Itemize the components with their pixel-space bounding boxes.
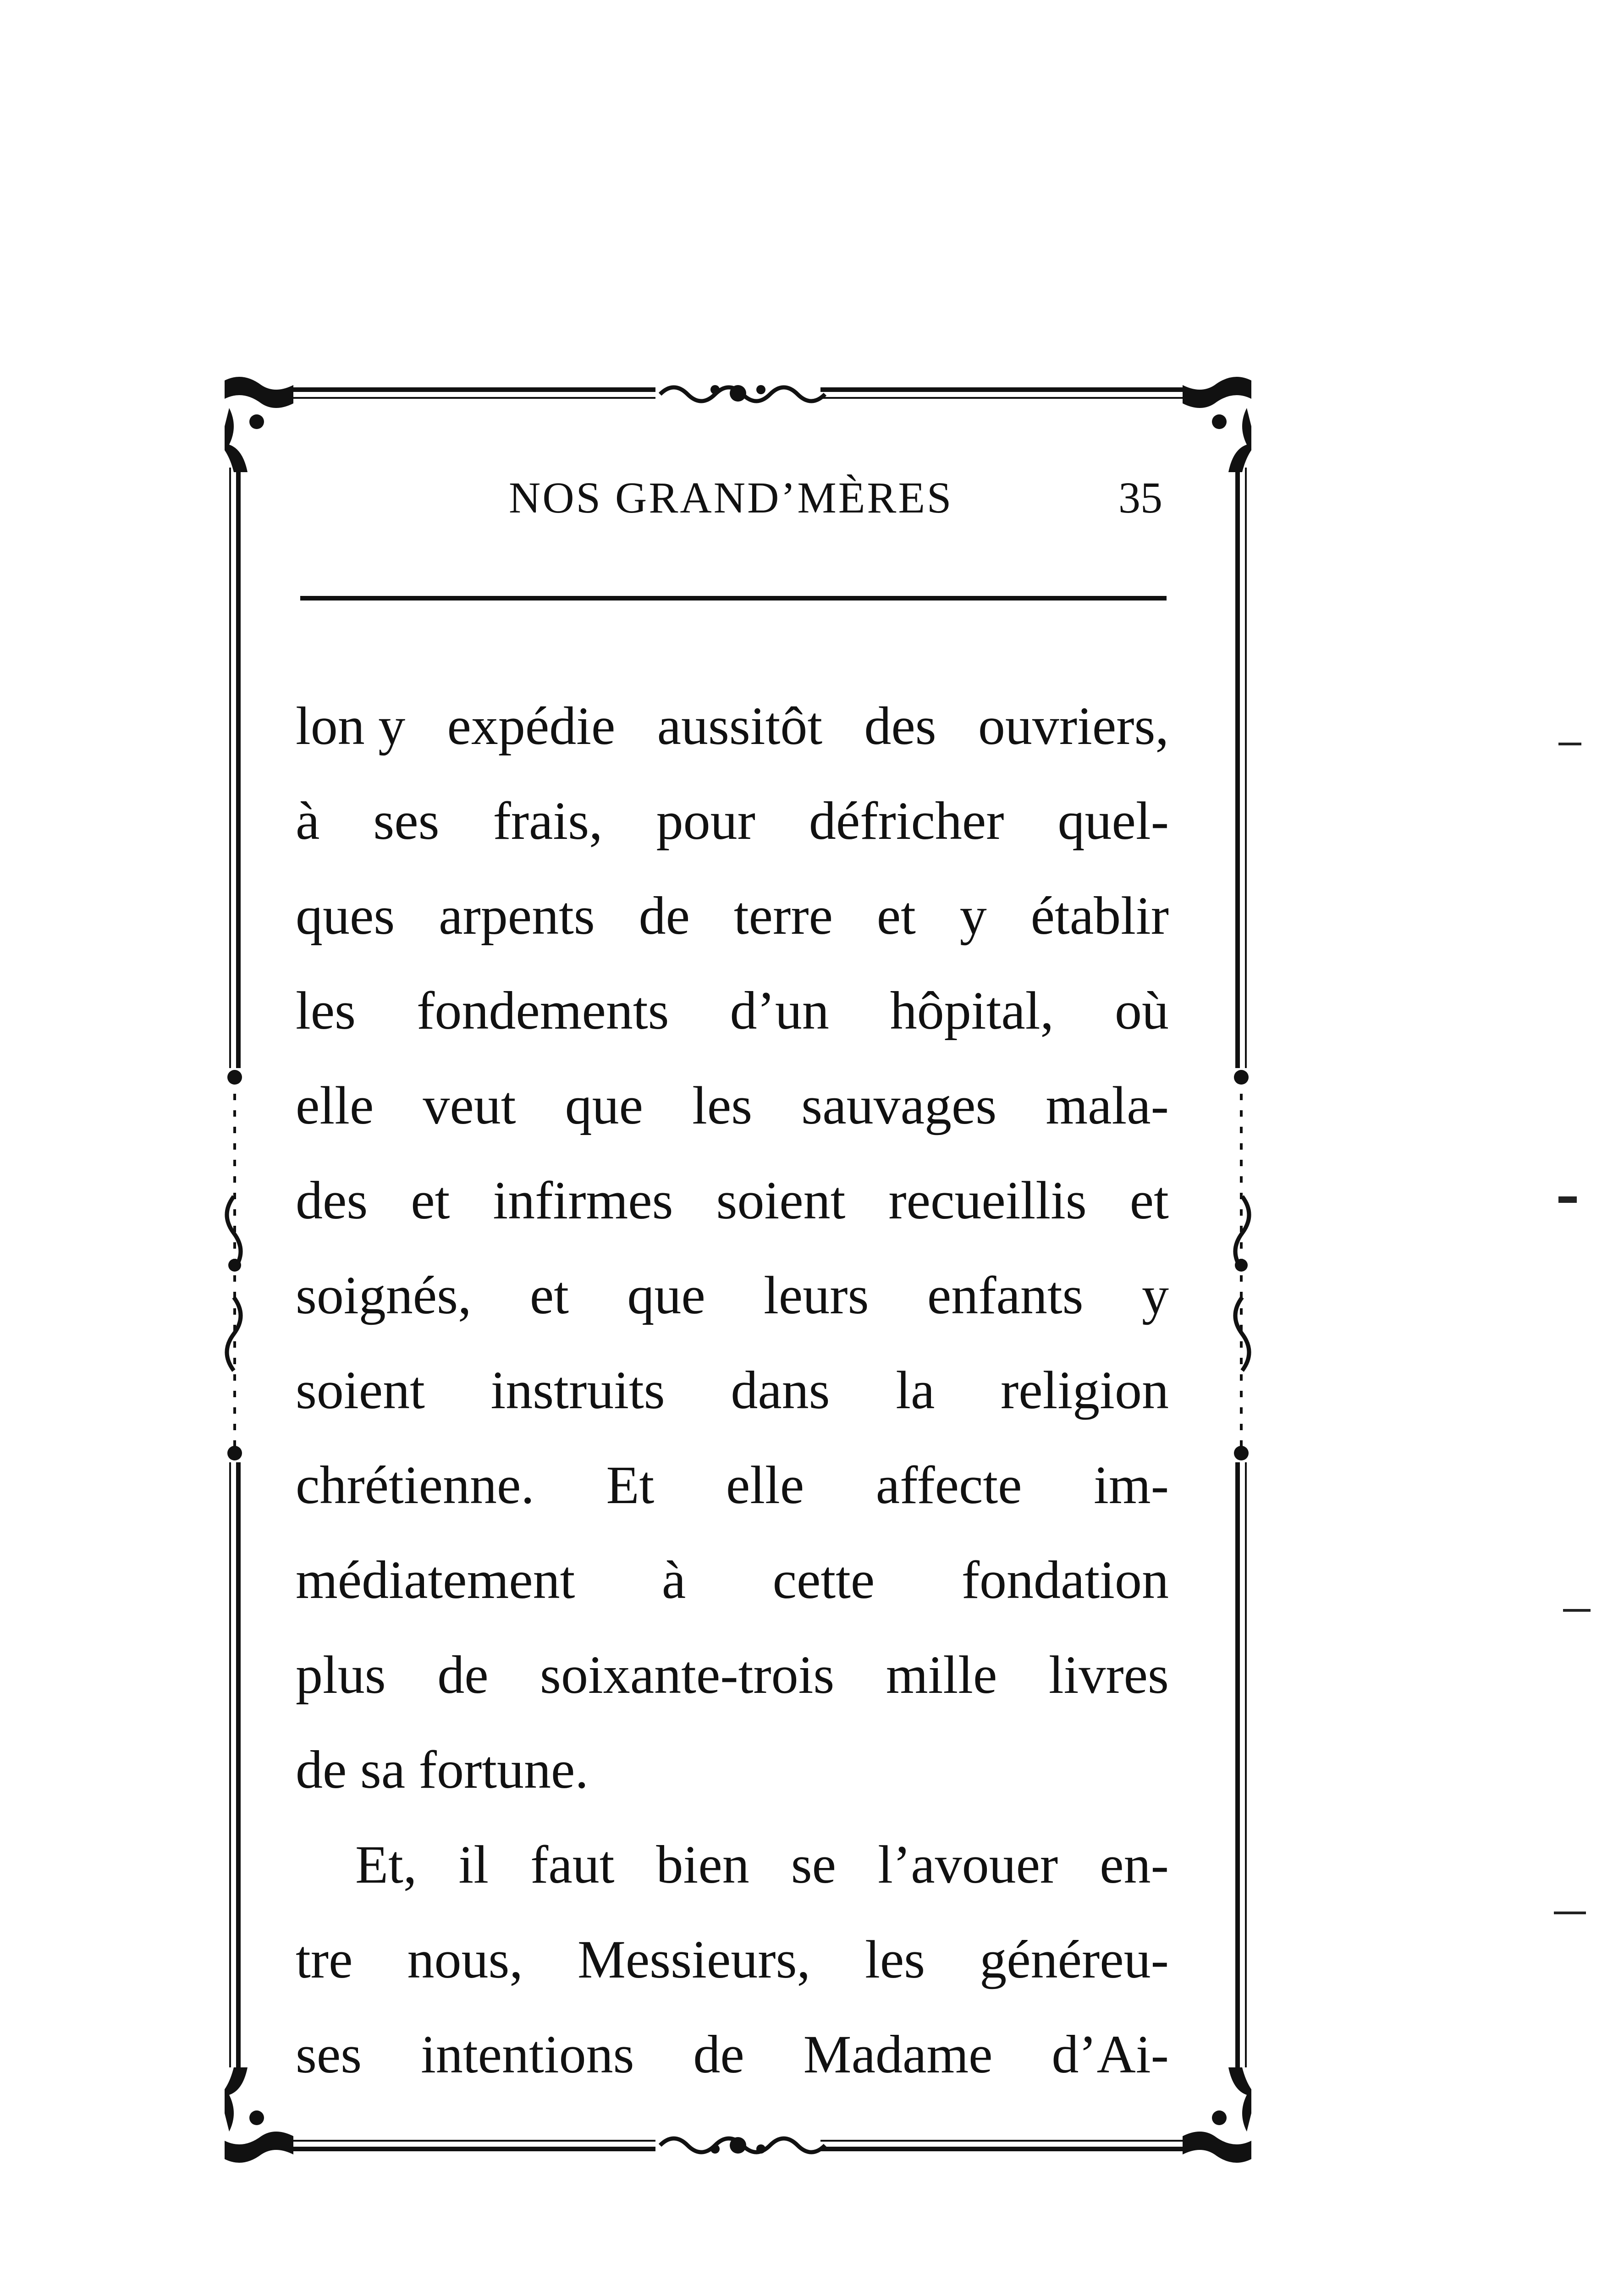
word: intentions [421,2024,634,2084]
word: quel- [1057,791,1169,851]
text-line [296,1438,1169,1532]
word: à [296,791,320,851]
word: sauvages [801,1075,997,1135]
word: aussitôt [657,696,823,756]
word: de [639,886,690,946]
word: cette [772,1550,875,1610]
word: Et [606,1455,655,1515]
text-line [296,1627,1169,1722]
text-line [296,678,1169,773]
word: que [627,1265,705,1325]
word: plus [296,1645,386,1705]
word: im- [1094,1455,1169,1515]
word: et [411,1170,450,1230]
top-vignette [655,384,825,402]
word: d’un [730,981,829,1041]
word: elle [296,1075,374,1135]
word: tre [296,1929,353,1989]
word: bien [656,1835,749,1895]
margin-mark [1558,743,1581,745]
text-line [296,1153,1169,1248]
word: de [437,1645,489,1705]
text-line [296,1343,1169,1438]
word: soignés, [296,1265,472,1325]
word: leurs [764,1265,869,1325]
word: terre [733,886,833,946]
word: et [529,1265,569,1325]
word: les [865,1929,925,1989]
word: des [864,696,936,756]
word: chrétienne. [296,1455,534,1515]
word: elle [726,1455,804,1515]
word: d’Ai- [1051,2024,1169,2084]
word: il [458,1835,489,1895]
word: recueillis [888,1170,1087,1230]
word-group: de sa fortune. [296,1740,589,1800]
text-line [296,963,1169,1058]
text-line [296,868,1169,963]
word: religion [1000,1360,1169,1420]
word: la [896,1360,935,1420]
right-side-vignette [1231,1068,1251,1462]
word: fondation [961,1550,1169,1610]
word: généreu- [980,1929,1169,1989]
word: infirmes [493,1170,673,1230]
word: soient [716,1170,846,1230]
word: où [1114,981,1169,1041]
word: ques [296,886,395,946]
word: défricher [809,791,1004,851]
word: enfants [927,1265,1084,1325]
word: ses [373,791,440,851]
word: ses [296,2024,362,2084]
word: instruits [490,1360,665,1420]
word: dans [731,1360,830,1420]
text-line-indented [296,1817,1169,1912]
page-number: 35 [1118,473,1162,522]
word: et [876,886,916,946]
word: mala- [1046,1075,1169,1135]
word: Et, [355,1835,417,1895]
word: de [693,2024,744,2084]
text-line [296,1248,1169,1343]
word: des [296,1170,368,1230]
paragraph-end-line [296,1722,1169,1817]
word: à [661,1550,686,1610]
corner-bottom-right [1183,2067,1251,2163]
margin-mark [1558,1196,1577,1203]
word: soixante-trois [540,1645,835,1705]
word: Madame [803,2024,993,2084]
text-line [296,1912,1169,2007]
corner-bottom-left [225,2067,293,2163]
text-line [296,773,1169,868]
word: l’avouer [878,1835,1058,1895]
word: affecte [875,1455,1022,1515]
word: arpents [439,886,595,946]
word: ouvriers, [978,696,1169,756]
word: soient [296,1360,425,1420]
word: Messieurs, [578,1929,811,1989]
header-rule [300,596,1167,601]
word: y [959,886,987,946]
running-head-title: NOS GRAND’MÈRES [509,473,953,522]
word: se [791,1835,837,1895]
word: mille [886,1645,997,1705]
corner-top-right [1183,377,1251,472]
word: les [692,1075,753,1135]
word: et [1129,1170,1169,1230]
word: veut [423,1075,516,1135]
corner-top-left [225,377,293,472]
word: médiatement [296,1550,575,1610]
word: fondements [417,981,669,1041]
word: que [565,1075,644,1135]
word: hôpital, [890,981,1054,1041]
word: établir [1030,886,1169,946]
word: lon y [296,696,406,756]
body-text [296,678,1169,2102]
text-line [296,1058,1169,1153]
word: en- [1100,1835,1169,1895]
bottom-vignette [655,2136,825,2154]
word: expédie [447,696,616,756]
word: livres [1048,1645,1169,1705]
word: nous, [407,1929,523,1989]
margin-mark [1563,1609,1591,1612]
margin-mark [1554,1912,1586,1914]
word: frais, [493,791,603,851]
left-side-vignette [225,1068,245,1462]
word: y [1141,1265,1169,1325]
text-line [296,1532,1169,1627]
word: les [296,981,356,1041]
text-line [296,2007,1169,2102]
word: pour [656,791,755,851]
word: faut [530,1835,615,1895]
